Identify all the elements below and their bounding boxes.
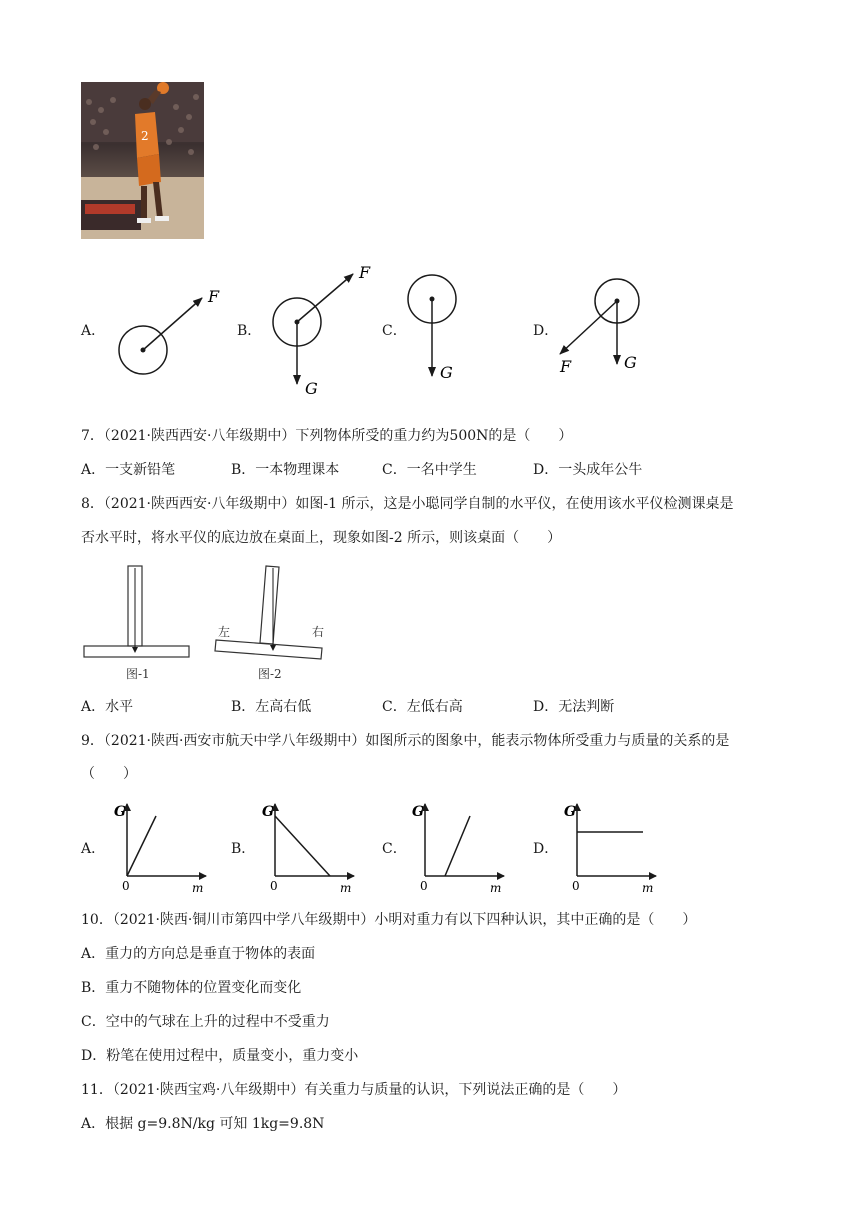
photo-illustration (81, 82, 204, 239)
q7-option-c[interactable]: C．一名中学生 (382, 462, 477, 478)
axis-label-g: G (114, 804, 126, 820)
jersey-number: 2 (141, 129, 149, 143)
q9-graph-c (408, 798, 518, 894)
graph-line (445, 816, 470, 876)
axis-label-g: G (412, 804, 424, 820)
force-label-g: G (440, 363, 453, 382)
q8-option-b[interactable]: B．左高右低 (231, 699, 312, 715)
q7-option-d[interactable]: D．一头成年公牛 (533, 462, 643, 478)
graph-line (275, 816, 330, 876)
q9-stem-line2: （ ） (81, 766, 137, 782)
q9-option-c-label[interactable]: C． (382, 841, 407, 857)
q7-stem: 7．（2021·陕西西安·八年级期中）下列物体所受的重力约为500N的是（ ） (81, 428, 573, 444)
q9-graph-a (110, 798, 220, 894)
q10-stem: 10．（2021·陕西·铜川市第四中学八年级期中）小明对重力有以下四种认识，其中正确的是（ ） (81, 912, 697, 928)
q6-option-d-diagram (550, 272, 650, 382)
q8-stem-line2: 否水平时，将水平仪的底边放在桌面上，现象如图-2 所示，则该桌面（ ） (81, 530, 562, 546)
level-figure-1 (84, 566, 189, 681)
q9-graph-d (560, 798, 670, 894)
graph-line (127, 816, 156, 876)
q8-option-d[interactable]: D．无法判断 (533, 699, 615, 715)
force-arrow-f (297, 274, 353, 322)
q9-graph-b (258, 798, 368, 894)
force-arrow-f (560, 301, 617, 354)
axis-label-g: G (262, 804, 274, 820)
basketball-player-photo (81, 82, 204, 239)
force-arrow-f (143, 298, 202, 350)
q6-option-c-label[interactable]: C． (382, 323, 407, 339)
q10-option-c[interactable]: C．空中的气球在上升的过程中不受重力 (81, 1014, 330, 1030)
fig1-caption: 图-1 (126, 667, 150, 681)
q6-option-c-diagram (400, 270, 480, 385)
level-figure-2 (215, 566, 324, 681)
axis-origin: 0 (270, 879, 278, 893)
q10-option-a[interactable]: A．重力的方向总是垂直于物体的表面 (81, 946, 316, 962)
fig2-left-label: 左 (218, 625, 231, 639)
q6-option-d-label[interactable]: D． (533, 323, 559, 339)
q7-option-b[interactable]: B．一本物理课本 (231, 462, 340, 478)
q11-stem: 11．（2021·陕西宝鸡·八年级期中）有关重力与质量的认识，下列说法正确的是（ ） (81, 1082, 627, 1098)
axis-origin: 0 (420, 879, 428, 893)
q9-option-a-label[interactable]: A． (81, 841, 106, 857)
fig2-caption: 图-2 (258, 667, 282, 681)
force-label-g: G (305, 379, 318, 398)
force-label-f: F (560, 357, 572, 376)
q9-stem-line1: 9．（2021·陕西·西安市航天中学八年级期中）如图所示的图象中，能表示物体所受重力与质量的关系的是 (81, 733, 730, 749)
q6-option-a-label[interactable]: A． (81, 323, 106, 339)
axis-label-g: G (564, 804, 576, 820)
axis-label-m: m (642, 881, 654, 894)
fig2-right-label: 右 (312, 625, 325, 639)
force-label-f: F (359, 263, 371, 282)
q10-option-b[interactable]: B．重力不随物体的位置变化而变化 (81, 980, 302, 996)
q7-option-a[interactable]: A．一支新铅笔 (81, 462, 176, 478)
q8-option-a[interactable]: A．水平 (81, 699, 134, 715)
q10-option-d[interactable]: D．粉笔在使用过程中，质量变小，重力变小 (81, 1048, 359, 1064)
q6-option-a-diagram (110, 280, 230, 380)
q9-option-d-label[interactable]: D． (533, 841, 559, 857)
force-label-g: G (624, 353, 637, 372)
q6-option-b-label[interactable]: B． (237, 323, 262, 339)
q8-figures (80, 560, 340, 688)
axis-origin: 0 (122, 879, 130, 893)
q8-stem-line1: 8．（2021·陕西西安·八年级期中）如图-1 所示，这是小聪同学自制的水平仪，在使用该水平仪检测课桌是 (81, 496, 734, 512)
q6-option-b-diagram (265, 262, 385, 402)
axis-label-m: m (340, 881, 352, 894)
q9-option-b-label[interactable]: B． (231, 841, 256, 857)
axis-label-m: m (192, 881, 204, 894)
axis-label-m: m (490, 881, 502, 894)
q8-option-c[interactable]: C．左低右高 (382, 699, 463, 715)
axis-origin: 0 (572, 879, 580, 893)
q11-option-a[interactable]: A．根据 g=9.8N/kg 可知 1kg=9.8N (81, 1116, 325, 1132)
force-label-f: F (208, 287, 220, 306)
